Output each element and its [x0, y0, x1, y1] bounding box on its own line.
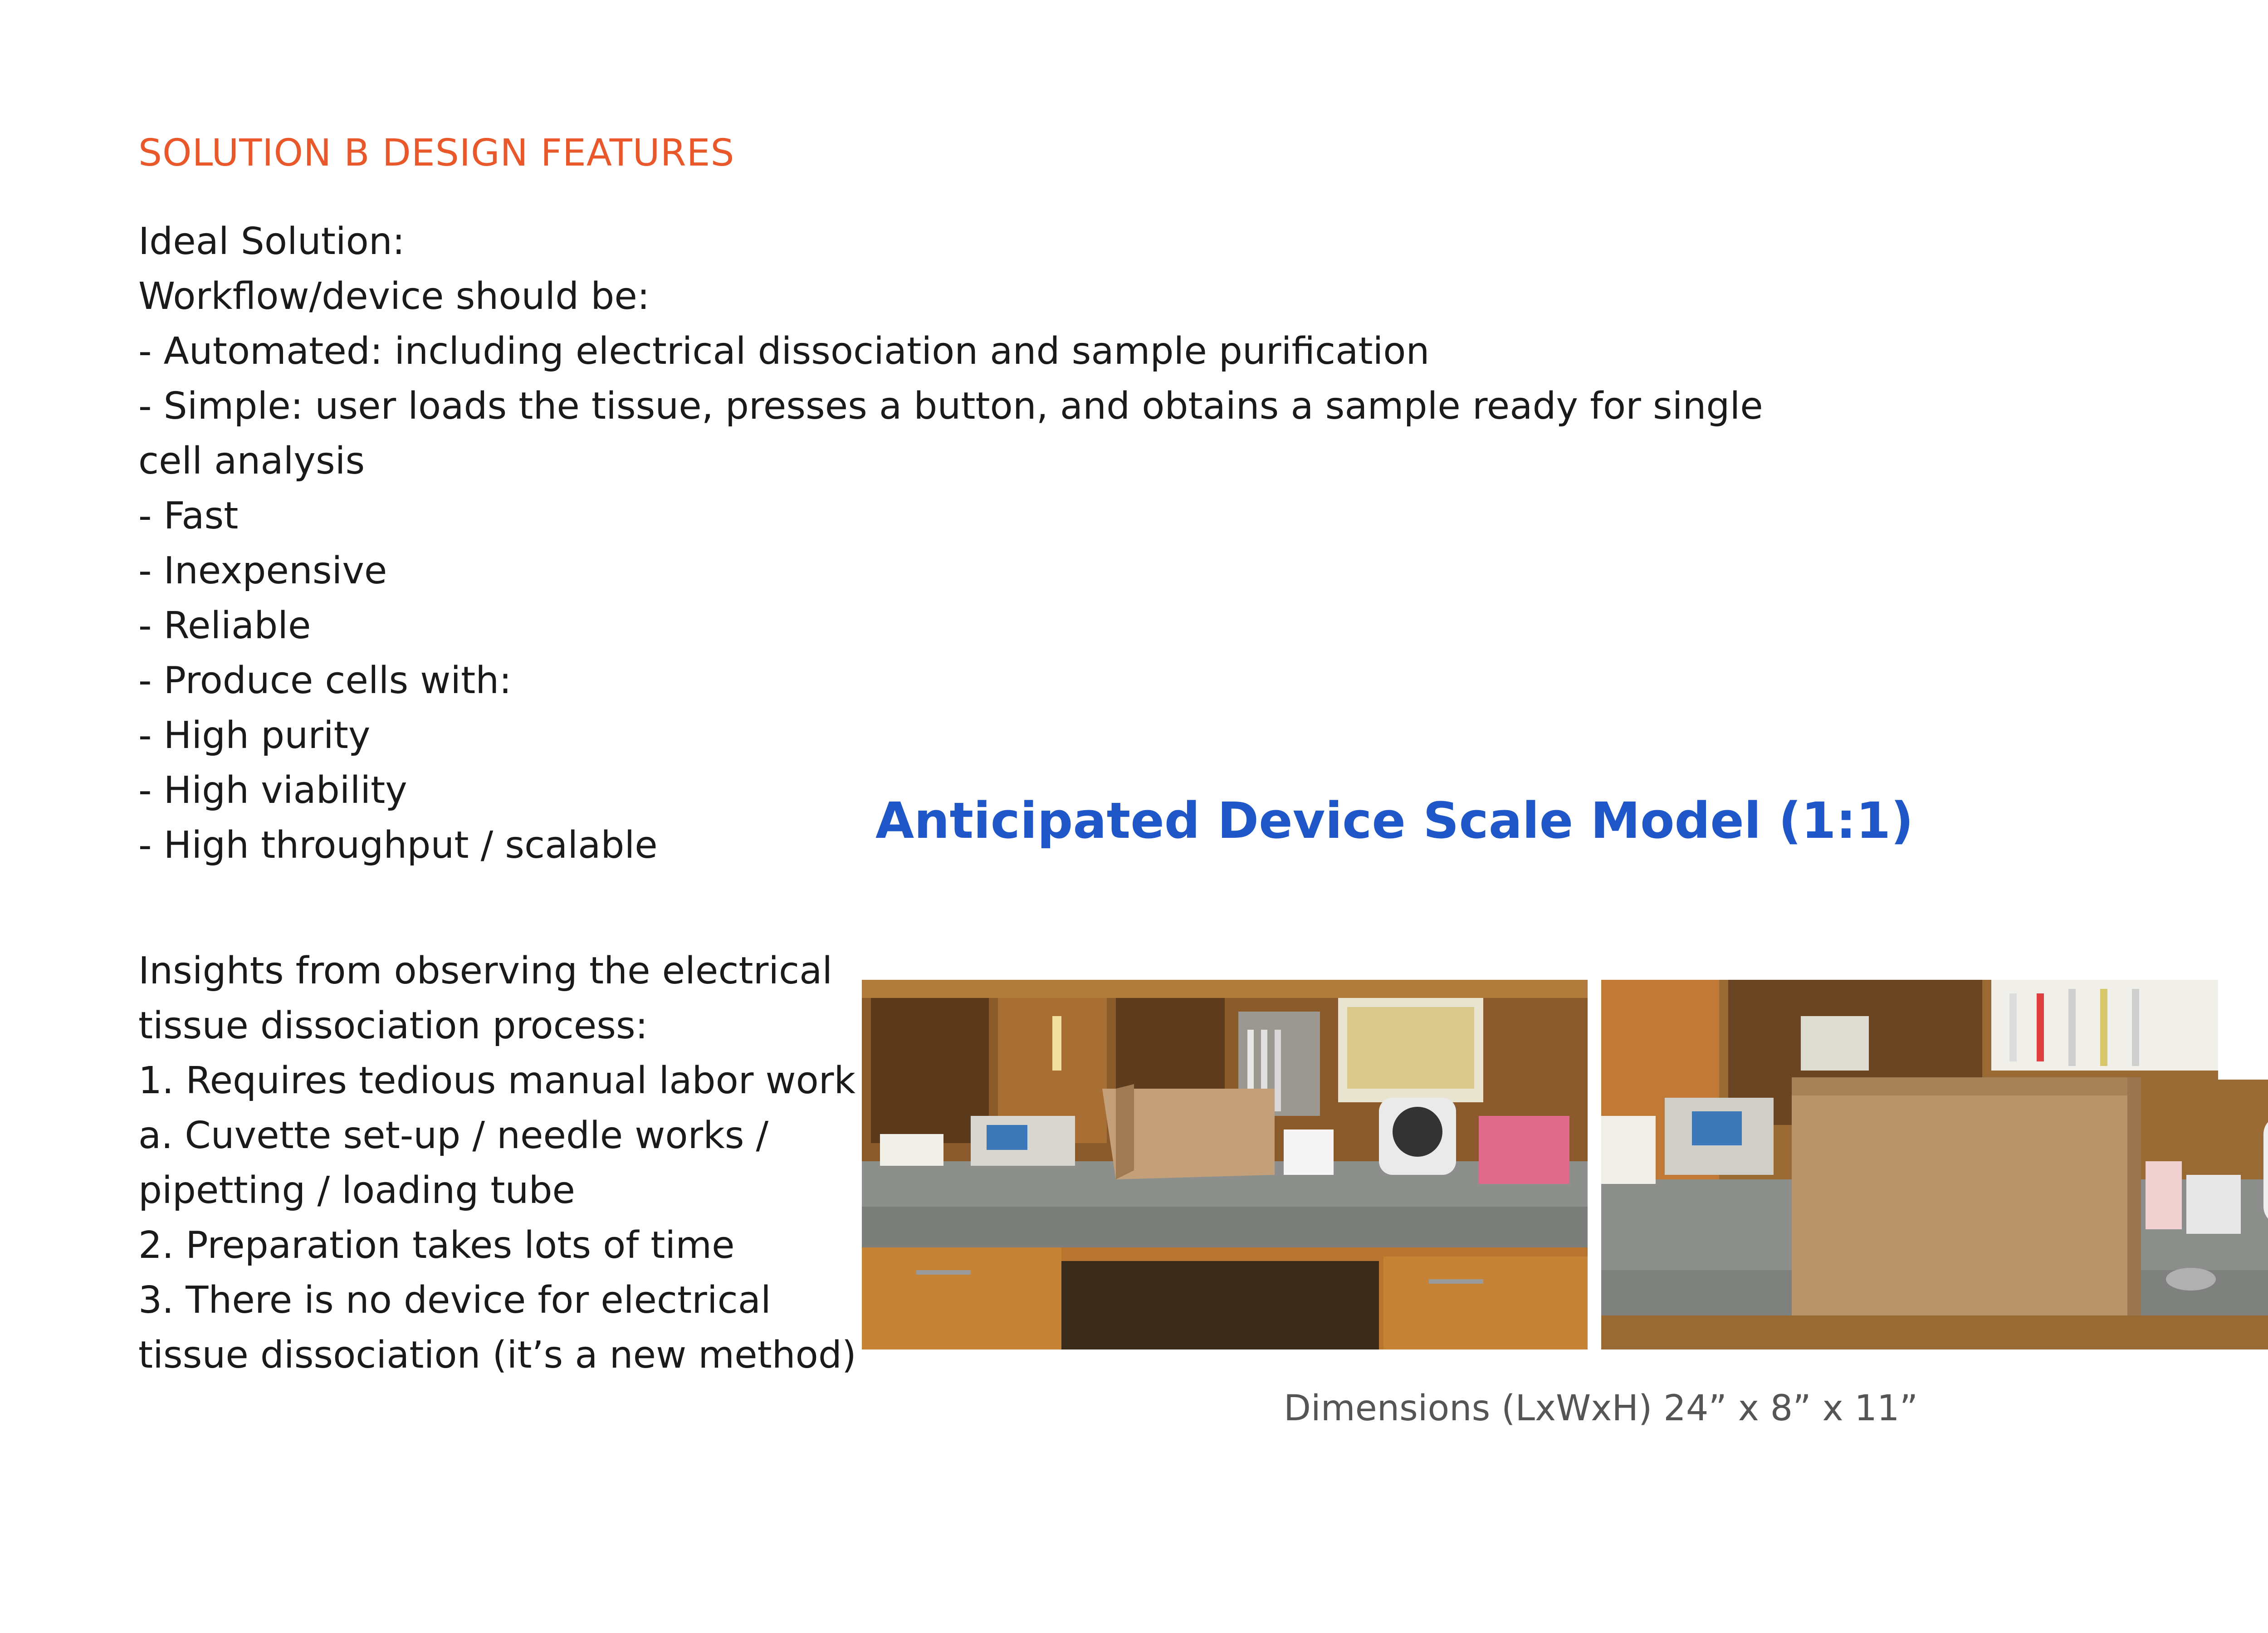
ideal-line: - Simple: user loads the tissue, presses a button, and obtains a sample ready for single: [138, 385, 1763, 428]
ideal-line: - Reliable: [138, 604, 311, 647]
ideal-solution-list: [138, 214, 1763, 873]
lab-bench-scene-open: [862, 980, 1588, 1349]
model-title: Anticipated Device Scale Model (1:1): [875, 792, 1914, 850]
insight-line: 1. Requires tedious manual labor work: [138, 1059, 855, 1102]
insight-line: tissue dissociation (it’s a new method): [138, 1334, 856, 1377]
ideal-line: - High purity: [138, 714, 371, 757]
ideal-line: Workflow/device should be:: [138, 275, 650, 318]
ideal-line: - High throughput / scalable: [138, 824, 658, 867]
lab-bench-scene-closed: [1601, 980, 2268, 1349]
ideal-line: - Fast: [138, 494, 239, 538]
insight-line: Insights from observing the electrical: [138, 949, 833, 993]
ideal-line: - High viability: [138, 769, 407, 812]
insight-line: 2. Preparation takes lots of time: [138, 1224, 735, 1267]
ideal-line: - Automated: including electrical dissociation and sample purification: [138, 330, 1430, 373]
photo-closed-box: [1601, 980, 2268, 1349]
section-heading: SOLUTION B DESIGN FEATURES: [138, 132, 735, 175]
photo-open-box: [862, 980, 1588, 1349]
insight-line: a. Cuvette set-up / needle works /: [138, 1114, 769, 1157]
ideal-line: - Inexpensive: [138, 549, 387, 592]
ideal-line: - Produce cells with:: [138, 659, 512, 702]
ideal-line: Ideal Solution:: [138, 220, 405, 263]
ideal-line: cell analysis: [138, 440, 365, 483]
insight-line: pipetting / loading tube: [138, 1169, 575, 1212]
insights-list: [138, 944, 856, 1383]
insight-line: 3. There is no device for electrical: [138, 1279, 771, 1322]
dimensions-caption: Dimensions (LxWxH) 24” x 8” x 11”: [1284, 1388, 1918, 1429]
insight-line: tissue dissociation process:: [138, 1004, 648, 1047]
